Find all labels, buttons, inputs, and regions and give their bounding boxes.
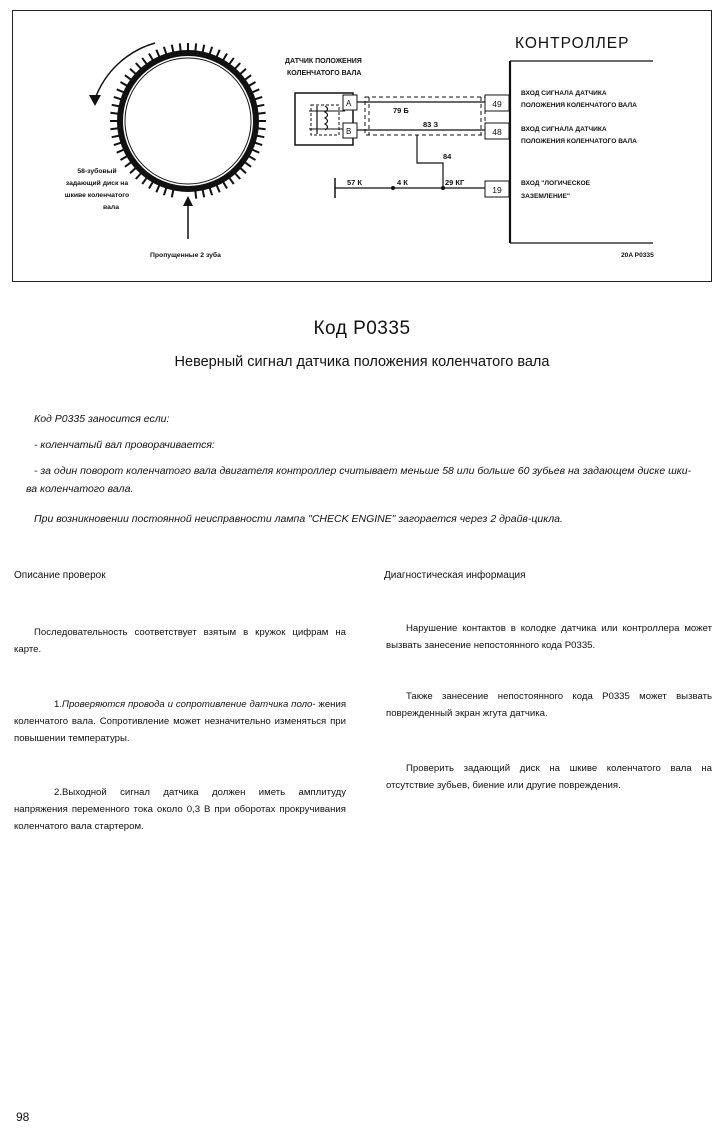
page-number: 98 xyxy=(16,1110,30,1124)
disk-tooth xyxy=(257,136,265,138)
disk-tooth xyxy=(235,173,240,179)
disk-tooth xyxy=(136,63,141,69)
wiring-diagram xyxy=(12,10,712,282)
diag-info-para-3: Проверить задающий диск на шкиве коленчатого вала на отсутствие зубьев, биение или другие повреждения. xyxy=(386,763,712,791)
wire-83-label: 83 З xyxy=(423,120,439,129)
diag-info-heading: Диагностическая информация xyxy=(384,570,526,581)
disk-tooth xyxy=(114,97,122,100)
disk-tooth xyxy=(252,150,259,153)
disk-tooth xyxy=(258,128,266,129)
reluctor-disk xyxy=(110,43,266,199)
checks-heading: Описание проверок xyxy=(14,570,106,581)
pin-19-label: 19 xyxy=(492,185,502,195)
pin-48-desc-2: ПОЛОЖЕНИЯ КОЛЕНЧАТОГО ВАЛА xyxy=(521,138,637,145)
disk-tooth xyxy=(112,105,120,107)
disk-tooth xyxy=(110,128,118,129)
sensor-coil-icon xyxy=(325,106,328,130)
page-subtitle: Неверный сигнал датчика положения коленчатого вала xyxy=(174,354,550,370)
checks-para-3-text: Выходной сигнал датчика должен иметь амплитуду напряжения переменного тока около 0,3 В при оборотах прокручивания коленчатого вала стартером. xyxy=(14,787,346,832)
disk-tooth xyxy=(121,82,128,86)
controller-label: КОНТРОЛЛЕР xyxy=(515,35,630,52)
wire-shield xyxy=(365,97,485,135)
sensor-label-1: ДАТЧИК ПОЛОЖЕНИЯ xyxy=(285,58,362,65)
disk-tooth xyxy=(217,50,220,57)
pin-49-desc-2: ПОЛОЖЕНИЯ КОЛЕНЧАТОГО ВАЛА xyxy=(521,102,637,109)
sensor-coil-box xyxy=(311,105,339,135)
disk-tooth xyxy=(249,156,256,160)
diagram-canvas xyxy=(13,11,712,282)
disk-tooth xyxy=(257,105,265,107)
checks-para-2-italic: Проверяются провода и сопротивление датчика поло- xyxy=(62,699,316,710)
disk-tooth xyxy=(210,47,213,55)
disk-tooth xyxy=(164,188,167,196)
disk-tooth xyxy=(240,69,246,74)
condition-2-line-2: ва коленчатого вала. xyxy=(26,483,134,495)
checks-para-2-num: 1. xyxy=(54,699,63,710)
sensor-label-2: КОЛЕНЧАТОГО ВАЛА xyxy=(287,70,362,77)
disk-tooth xyxy=(258,113,266,114)
disk-tooth xyxy=(235,63,240,69)
condition-3: При возникновении постоянной неисправности лампа "CHECK ENGINE" загорается через 2 драйв-цикла. xyxy=(34,513,563,525)
disk-tooth xyxy=(114,143,122,146)
pin-48-desc-1: ВХОД СИГНАЛА ДАТЧИКА xyxy=(521,126,607,133)
pin-19-desc-2: ЗАЗЕМЛЕНИЕ" xyxy=(521,193,570,200)
checks-para-3-num: 2. xyxy=(54,787,63,798)
disk-label-3: шкиве коленчатого xyxy=(64,192,130,199)
wire-84 xyxy=(417,135,443,188)
disk-label-2: задающий диск на xyxy=(65,180,129,187)
disk-tooth xyxy=(195,43,196,51)
diag-info-para-2: Также занесение непостоянного кода P0335 может вызвать поврежденный экран жгута датчика. xyxy=(386,691,712,719)
conditions-intro: Код P0335 заносится если: xyxy=(34,413,170,425)
disk-tooth xyxy=(203,45,205,53)
pin-48-label: 48 xyxy=(492,127,502,137)
disk-tooth xyxy=(245,162,252,167)
disk-tooth xyxy=(210,188,213,196)
checks-para-1: Последовательность соответствует взятым в кружок цифрам на карте. xyxy=(14,627,346,655)
disk-tooth xyxy=(112,136,120,138)
diag-info-para-1: Нарушение контактов в колодке датчика или контроллера может вызвать занесение непостоянного кода P0335. xyxy=(386,623,712,651)
disk-tooth xyxy=(223,182,227,189)
disk-label-4: вала xyxy=(103,204,119,211)
disk-tooth xyxy=(156,185,159,192)
disk-tooth xyxy=(223,54,227,61)
checks-para-2-text: жения коленчатого вала. Сопротивление может незначительно изменяться при повышении температуры. xyxy=(14,699,347,744)
connector-b-label: B xyxy=(346,127,352,136)
pin-49-desc-1: ВХОД СИГНАЛА ДАТЧИКА xyxy=(521,90,607,97)
disk-tooth xyxy=(240,168,246,173)
disk-tooth xyxy=(142,58,147,65)
disk-tooth xyxy=(252,89,259,92)
condition-2-line-1: - за один поворот коленчатого вала двигателя контроллер считывает меньше 58 или больше 60 зубьев на задающем диске шки- xyxy=(34,465,692,477)
disk-tooth xyxy=(229,58,234,65)
disk-tooth xyxy=(217,185,220,192)
disk-tooth xyxy=(255,143,263,146)
disk-tooth xyxy=(125,162,131,167)
wire-4-label: 4 К xyxy=(397,178,408,187)
condition-1: - коленчатый вал проворачивается: xyxy=(34,439,215,451)
pin-49-label: 49 xyxy=(492,99,502,109)
wire-29-label: 29 КГ xyxy=(445,178,465,187)
disk-tooth xyxy=(249,82,256,86)
disk-tooth xyxy=(142,178,147,185)
disk-tooth xyxy=(117,150,124,153)
disk-tooth xyxy=(117,89,124,92)
wire-79-label: 79 Б xyxy=(393,106,409,115)
disk-label-1: 58-зубовый xyxy=(77,168,117,175)
disk-tooth xyxy=(130,168,136,173)
disk-tooth xyxy=(180,43,181,51)
disk-tooth xyxy=(195,191,196,199)
disk-tooth xyxy=(156,50,159,57)
checks-para-2 xyxy=(14,696,346,747)
wire-84-label: 84 xyxy=(443,152,452,161)
missing-teeth-label: Пропущенные 2 зуба xyxy=(150,252,221,259)
disk-tooth xyxy=(172,45,174,53)
disk-tooth xyxy=(125,75,131,80)
disk-tooth xyxy=(164,47,167,55)
disk-tooth xyxy=(110,113,118,114)
disk-tooth xyxy=(130,69,136,74)
disk-tooth xyxy=(121,156,128,160)
disk-tooth xyxy=(136,173,141,179)
pin-19-desc-1: ВХОД "ЛОГИЧЕСКОЕ xyxy=(521,180,591,187)
disk-tooth xyxy=(149,54,153,61)
disk-tooth xyxy=(245,75,252,80)
missing-teeth-arrowhead-icon xyxy=(183,196,193,206)
disk-tooth xyxy=(149,182,153,189)
wire-57-label: 57 К xyxy=(347,178,363,187)
page-title: Код P0335 xyxy=(313,318,411,339)
connector-a-label: A xyxy=(346,99,352,108)
disk-tooth xyxy=(203,190,205,198)
disk-tooth xyxy=(172,190,174,198)
disk-tooth xyxy=(255,97,263,100)
checks-para-3 xyxy=(14,784,346,835)
disk-tooth xyxy=(229,178,234,185)
figure-ref: 20A P0335 xyxy=(621,252,654,259)
rotation-arrowhead-icon xyxy=(89,95,101,106)
